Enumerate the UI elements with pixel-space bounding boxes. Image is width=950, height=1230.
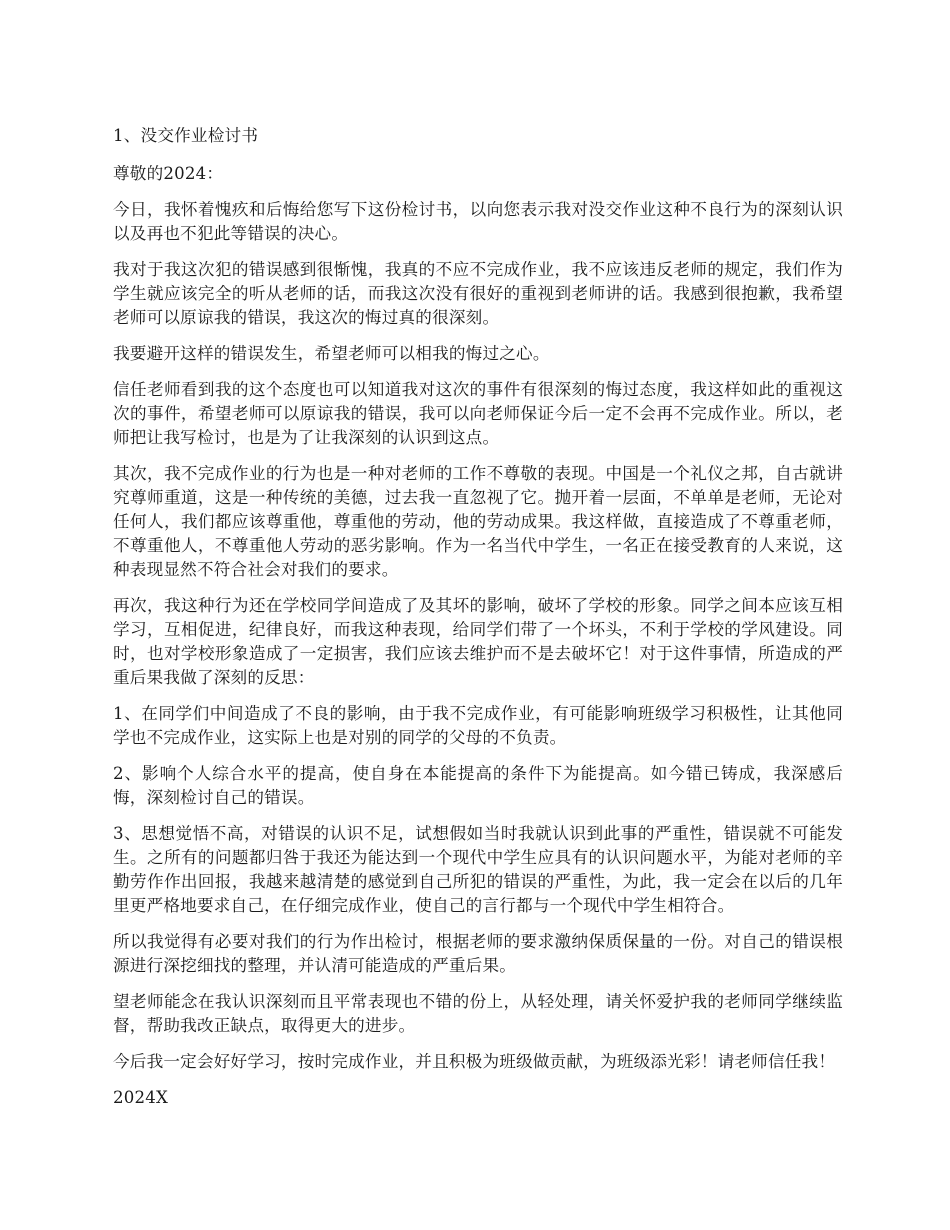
list-item-2: 2、影响个人综合水平的提高，使自身在本能提高的条件下为能提高。如今错已铸成，我深感后悔，深刻检讨自己的错误。	[113, 764, 843, 807]
document-body	[113, 124, 843, 1122]
paragraph-request: 望老师能念在我认识深刻而且平常表现也不错的份上，从轻处理，请关怀爱护我的老师同学继续监督，帮助我改正缺点，取得更大的进步。	[113, 992, 843, 1035]
paragraph-trust: 信任老师看到我的这个态度也可以知道我对这次的事件有很深刻的悔过态度，我这样如此的重视这次的事件，希望老师可以原谅我的错误，我可以向老师保证今后一定不会再不完成作业。所以，老师把让我写检讨，也是为了让我深刻的认识到这点。	[113, 380, 843, 447]
paragraph-promise: 今后我一定会好好学习，按时完成作业，并且积极为班级做贡献，为班级添光彩！请老师信任我！	[113, 1052, 836, 1071]
paragraph-avoid: 我要避开这样的错误发生，希望老师可以相我的悔过之心。	[113, 344, 550, 363]
salutation: 尊敬的2024：	[113, 164, 224, 183]
paragraph-respect: 其次，我不完成作业的行为也是一种对老师的工作不尊敬的表现。中国是一个礼仪之邦，自古就讲究尊师重道，这是一种传统的美德，过去我一直忽视了它。抛开着一层面，不单单是老师，无论对任何人，我们都应该尊重他，尊重他的劳动，他的劳动成果。我这样做，直接造成了不尊重老师，不尊重他人，不尊重他人劳动的恶劣影响。作为一名当代中学生，一名正在接受教育的人来说，这种表现显然不符合社会对我们的要求。	[113, 464, 843, 579]
list-item-1: 1、在同学们中间造成了不良的影响，由于我不完成作业，有可能影响班级学习积极性，让其他同学也不完成作业，这实际上也是对别的同学的父母的不负责。	[113, 704, 843, 747]
paragraph-conclusion: 所以我觉得有必要对我们的行为作出检讨，根据老师的要求激纳保质保量的一份。对自己的错误根源进行深挖细找的整理，并认清可能造成的严重后果。	[113, 932, 843, 975]
signoff-date: 2024X	[113, 1088, 169, 1107]
document-title: 1、没交作业检讨书	[113, 126, 259, 145]
paragraph-school-impact: 再次，我这种行为还在学校同学间造成了及其坏的影响，破坏了学校的形象。同学之间本应该互相学习，互相促进，纪律良好，而我这种表现，给同学们带了一个坏头，不利于学校的学风建设。同时，也对学校形象造成了一定损害，我们应该去维护而不是去破坏它！对于这件事情，所造成的严重后果我做了深刻的反思：	[113, 596, 843, 687]
list-item-3: 3、思想觉悟不高，对错误的认识不足，试想假如当时我就认识到此事的严重性，错误就不可能发生。之所有的问题都归咎于我还为能达到一个现代中学生应具有的认识问题水平，为能对老师的辛勤劳作作出回报，我越来越清楚的感觉到自己所犯的错误的严重性，为此，我一定会在以后的几年里更严格地要求自己，在仔细完成作业，使自己的言行都与一个现代中学生相符合。	[113, 824, 843, 915]
paragraph-intro: 今日，我怀着愧疚和后悔给您写下这份检讨书，以向您表示我对没交作业这种不良行为的深刻认识以及再也不犯此等错误的决心。	[113, 200, 843, 243]
paragraph-apology: 我对于我这次犯的错误感到很惭愧，我真的不应不完成作业，我不应该违反老师的规定，我们作为学生就应该完全的听从老师的话，而我这次没有很好的重视到老师讲的话。我感到很抱歉，我希望老师可以原谅我的错误，我这次的悔过真的很深刻。	[113, 260, 843, 327]
